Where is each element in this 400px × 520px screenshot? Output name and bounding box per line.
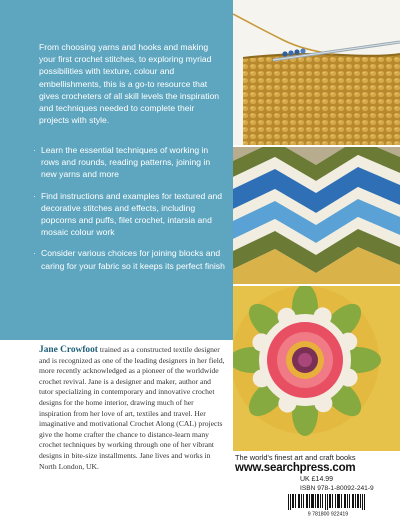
intro-paragraph: From choosing yarns and hooks and making your first crochet stitches, to exploring myriad possibilities with texture, colour and embellishments, this is a go-to resource that gives crocheters of all skill levels the inspiration and techniques needed to complete their projects with style.: [39, 42, 220, 126]
barcode-digits: 9 781800 922419: [307, 511, 349, 516]
feature-bullet-list: [33, 144, 228, 281]
author-bio: [39, 345, 227, 472]
feature-bullet-text: Learn the essential techniques of working in rows and rounds, reading patterns, joining in new yarns and more: [41, 145, 211, 180]
price-label: UK £14.99: [300, 476, 334, 483]
bullet-dot-icon: ·: [33, 248, 36, 259]
bullet-dot-icon: ·: [33, 190, 36, 201]
feature-bullet-text: Consider various choices for joining blocks and caring for your fabric so it keeps its perfect finish: [41, 248, 225, 271]
barcode-bars: [288, 494, 365, 510]
feature-bullet: [33, 190, 228, 239]
mustard-crochet-swatch-photo: [233, 0, 400, 145]
isbn-label: ISBN 978-1-80092-241-9: [300, 485, 374, 492]
flower-granny-square-photo: [233, 286, 400, 451]
isbn-barcode: [282, 494, 374, 516]
chevron-crochet-swatch-photo: [233, 147, 400, 284]
feature-bullet: [33, 144, 228, 181]
publisher-website-link[interactable]: www.searchpress.com: [235, 462, 356, 474]
author-name: Jane Crowfoot: [39, 345, 98, 355]
feature-bullet: [33, 247, 228, 271]
author-bio-text: trained as a constructed textile designer and is recognized as one of the leading designers in her field, more recently acknowledged as a pioneer of the worldwide crochet revival. Jane is a designer and maker, author and tutor specializing in contemporary and innovative crochet designs for the home interior, drawing much of her inspiration from her love of art, textiles and travel. Her imaginative and motivational Crochet Along (CAL) projects give the home crafter the chance to distance-learn many crochet techniques by working through one of her vibrant designs in bite-size installments. Jane lives and works in North London, UK.: [39, 345, 225, 471]
publisher-tagline: The world's finest art and craft books: [235, 453, 356, 462]
photo-column: [233, 0, 400, 451]
bullet-dot-icon: ·: [33, 145, 36, 155]
feature-bullet-text: Find instructions and examples for textured and decorative stitches and effects, including popcorns and puffs, filet crochet, intarsia and mosaic colour work: [41, 190, 223, 238]
